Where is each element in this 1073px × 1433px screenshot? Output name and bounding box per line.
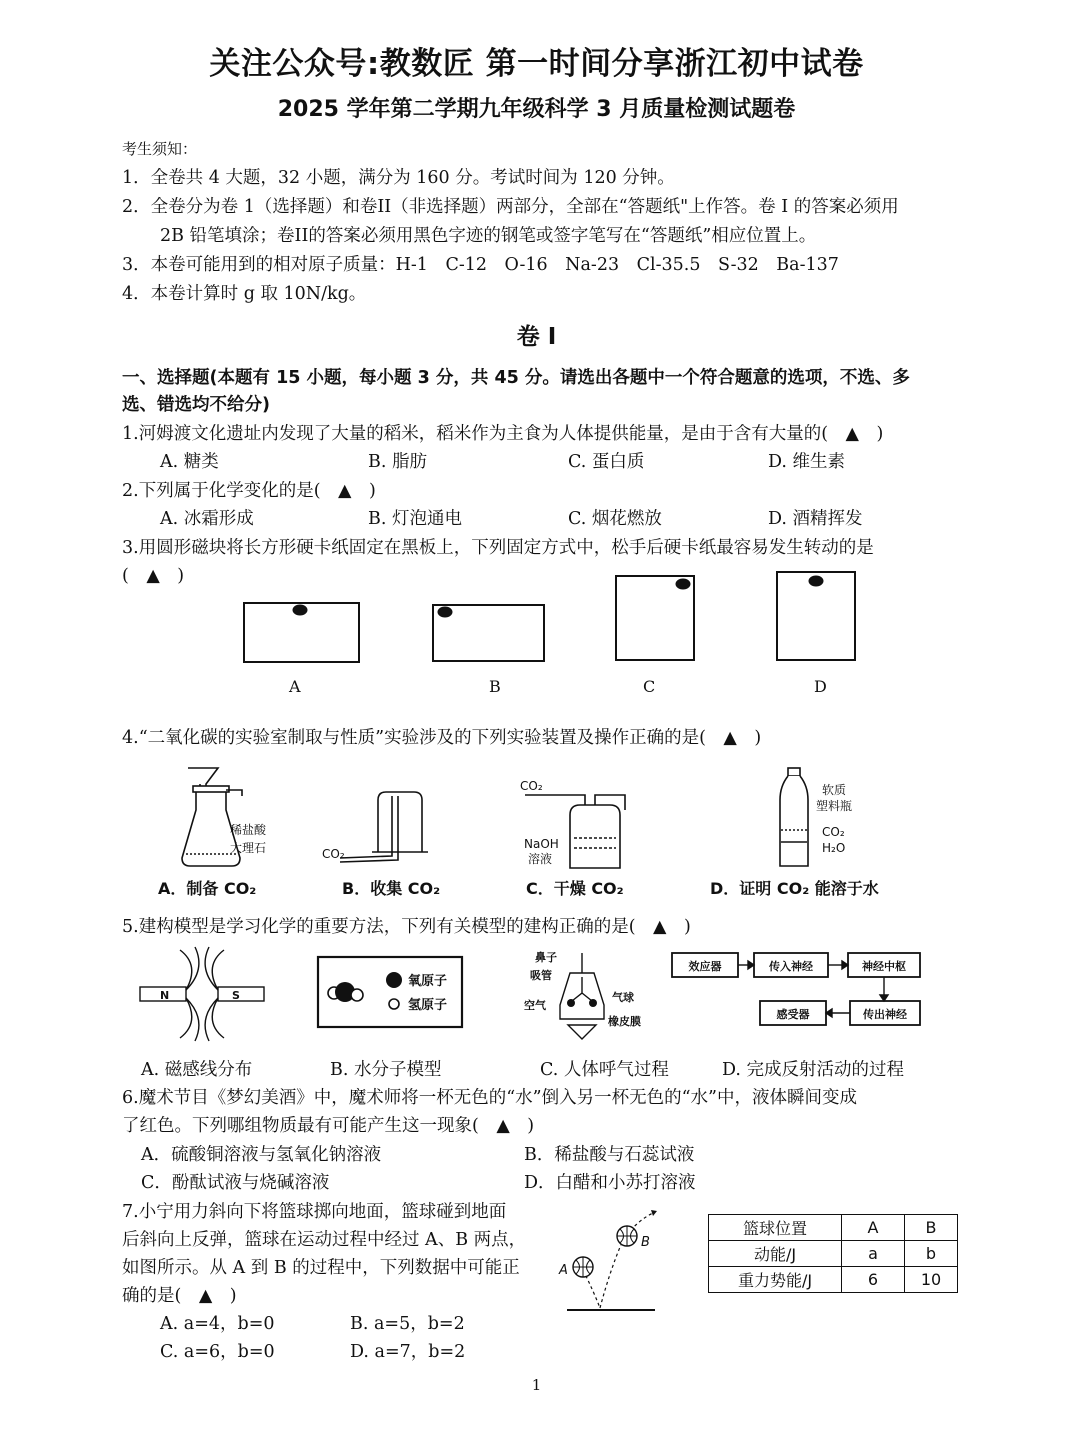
table-row xyxy=(709,1215,958,1241)
section-title: 卷 I xyxy=(516,324,557,350)
q4-caption-c: C．干燥 CO₂ xyxy=(526,879,624,898)
table-header-position: 篮球位置 xyxy=(709,1215,842,1241)
notice-item-2: 2．全卷分为卷 1（选择题）和卷II（非选择题）两部分，全部在“答题纸"上作答。卷 I 的答案必须用 xyxy=(122,197,899,217)
magnet-c xyxy=(676,579,691,590)
label-marble: 大理石 xyxy=(230,841,267,855)
notice-item-4: 4．本卷计算时 g 取 10N/kg。 xyxy=(122,284,367,304)
basketball-figure xyxy=(555,1200,665,1315)
table-cell: b xyxy=(905,1241,958,1267)
notice-item-1: 1．全卷共 4 大题，32 小题，满分为 160 分。考试时间为 120 分钟。 xyxy=(122,168,675,188)
table-header-b: B xyxy=(905,1215,958,1241)
table-row xyxy=(709,1267,958,1293)
table-cell: 10 xyxy=(905,1267,958,1293)
q5-stem: 5.建构模型是学习化学的重要方法，下列有关模型的建构正确的是( ▲ ) xyxy=(122,917,691,937)
legend-hydrogen: 氢原子 xyxy=(408,998,448,1013)
magnet-a xyxy=(293,605,308,616)
q3-figure xyxy=(0,565,1073,675)
q4-caption-b: B．收集 CO₂ xyxy=(342,879,441,898)
magnetic-field xyxy=(140,947,264,1041)
magnet-d xyxy=(809,576,824,587)
q2-stem: 2.下列属于化学变化的是( ▲ ) xyxy=(122,481,376,501)
pole-n: N xyxy=(160,989,170,1002)
magnet-b xyxy=(438,607,453,618)
energy-table xyxy=(708,1214,958,1293)
q7-option-b: B. a=5，b=2 xyxy=(350,1314,465,1334)
gas-jar-apparatus xyxy=(340,792,428,862)
q2-option-b: B. 灯泡通电 xyxy=(368,509,462,529)
q6-option-d: D．白醋和小苏打溶液 xyxy=(524,1173,696,1193)
q4-stem: 4.“二氧化碳的实验室制取与性质”实验涉及的下列实验装置及操作正确的是( ▲ ) xyxy=(122,728,762,748)
pole-s: S xyxy=(232,989,240,1002)
table-cell: a xyxy=(842,1241,905,1267)
box-effector: 效应器 xyxy=(688,960,722,973)
label-air: 空气 xyxy=(524,999,546,1012)
notice-item-2-cont: 2B 铅笔填涂；卷II的答案必须用黑色字迹的钢笔或签字笔写在“答题纸”相应位置上。 xyxy=(160,226,817,246)
notice-item-3: 3．本卷可能用到的相对原子质量：H-1 C-12 O-16 Na-23 Cl-35.5 S-32 Ba-137 xyxy=(122,255,839,275)
q3-label-b: B xyxy=(489,677,501,696)
label-h2o: H₂O xyxy=(822,841,846,855)
label-solution: 溶液 xyxy=(528,852,553,866)
q3-stem: 3.用圆形磁块将长方形硬卡纸固定在黑板上，下列固定方式中，松手后硬卡纸最容易发生转动的是 xyxy=(122,538,874,558)
q1-stem: 1.河姆渡文化遗址内发现了大量的稻米，稻米作为主食为人体提供能量，是由于含有大量的( ▲ ) xyxy=(122,424,884,444)
hydrogen-legend-icon xyxy=(389,999,399,1009)
q4-figure xyxy=(0,760,1073,875)
table-header-a: A xyxy=(842,1215,905,1241)
label-nose: 鼻子 xyxy=(535,951,557,964)
page-number: 1 xyxy=(531,1376,542,1394)
q6-option-c: C．酚酞试液与烧碱溶液 xyxy=(141,1173,330,1193)
notice-heading: 考生须知： xyxy=(122,140,198,158)
q3-label-c: C xyxy=(643,677,656,696)
q3-label-a: A xyxy=(289,677,301,696)
table-row xyxy=(709,1241,958,1267)
table-cell: 重力势能/J xyxy=(709,1267,842,1293)
q2-option-a: A. 冰霜形成 xyxy=(160,509,254,529)
q6-stem-cont: 了红色。下列哪组物质最有可能产生这一现象( ▲ ) xyxy=(122,1116,535,1136)
legend-oxygen: 氧原子 xyxy=(408,974,448,989)
box-efferent: 传出神经 xyxy=(863,1008,907,1021)
q1-option-b: B. 脂肪 xyxy=(368,452,427,472)
q4-caption-a: A．制备 CO₂ xyxy=(158,879,257,898)
box-receptor: 感受器 xyxy=(776,1008,810,1021)
label-plastic-bottle: 塑料瓶 xyxy=(816,799,853,813)
section-instruction-cont: 选、错选均不给分) xyxy=(122,395,270,415)
plastic-bottle xyxy=(780,768,808,866)
q2-option-c: C. 烟花燃放 xyxy=(568,509,662,529)
q5-option-b: B. 水分子模型 xyxy=(330,1060,442,1080)
q7-stem-line4: 确的是( ▲ ) xyxy=(122,1286,237,1306)
label-dilute-acid: 稀盐酸 xyxy=(230,823,267,837)
box-afferent: 传入神经 xyxy=(769,960,813,973)
label-co2-d: CO₂ xyxy=(822,825,845,839)
q7-stem-line2: 后斜向上反弹，篮球在运动过程中经过 A、B 两点， xyxy=(122,1230,527,1250)
oxygen-legend-icon xyxy=(386,972,402,988)
page-title: 关注公众号:教数匠 第一时间分享浙江初中试卷 xyxy=(209,46,864,82)
q1-option-c: C. 蛋白质 xyxy=(568,452,645,472)
box-center: 神经中枢 xyxy=(862,960,906,973)
label-co2-c: CO₂ xyxy=(520,779,543,793)
label-soft: 软质 xyxy=(822,783,847,797)
label-rubber-membrane: 橡皮膜 xyxy=(608,1015,641,1028)
q7-stem-line3: 如图所示。从 A 到 B 的过程中，下列数据中可能正 xyxy=(122,1258,520,1278)
q5-option-d: D. 完成反射活动的过程 xyxy=(722,1060,905,1080)
q7-option-d: D. a=7，b=2 xyxy=(350,1342,466,1362)
q2-option-d: D. 酒精挥发 xyxy=(768,509,863,529)
section-instruction: 一、选择题(本题有 15 小题，每小题 3 分，共 45 分。请选出各题中一个符合题意的选项，不选、多 xyxy=(122,368,910,388)
exam-subtitle: 2025 学年第二学期九年级科学 3 月质量检测试题卷 xyxy=(277,97,796,122)
q6-stem: 6.魔术节目《梦幻美酒》中，魔术师将一杯无色的“水”倒入另一杯无色的“水”中，液体瞬间变成 xyxy=(122,1088,857,1108)
q3-stem-cont: ( ▲ ) xyxy=(122,566,185,586)
q7-option-c: C. a=6，b=0 xyxy=(160,1342,275,1362)
q3-label-d: D xyxy=(814,677,827,696)
label-straw: 吸管 xyxy=(530,969,552,982)
q5-option-c: C. 人体呼气过程 xyxy=(540,1060,669,1080)
label-naoh: NaOH xyxy=(524,837,559,851)
q5-option-a: A. 磁感线分布 xyxy=(141,1060,253,1080)
q7-stem-line1: 7.小宁用力斜向下将篮球掷向地面，篮球碰到地面 xyxy=(122,1202,507,1222)
table-cell: 动能/J xyxy=(709,1241,842,1267)
table-cell: 6 xyxy=(842,1267,905,1293)
q5-figure xyxy=(0,945,1073,1045)
q7-option-a: A. a=4，b=0 xyxy=(160,1314,275,1334)
label-co2-b: CO₂ xyxy=(322,847,345,861)
point-b-label: B xyxy=(641,1235,650,1250)
q6-option-b: B．稀盐酸与石蕊试液 xyxy=(524,1145,695,1165)
q1-option-d: D. 维生素 xyxy=(768,452,846,472)
label-balloon: 气球 xyxy=(612,991,634,1004)
q6-option-a: A．硫酸铜溶液与氢氧化钠溶液 xyxy=(141,1145,382,1165)
q4-caption-d: D．证明 CO₂ 能溶于水 xyxy=(710,879,879,898)
q1-option-a: A. 糖类 xyxy=(160,452,219,472)
point-a-label: A xyxy=(559,1263,568,1278)
lung-model xyxy=(560,953,604,1039)
